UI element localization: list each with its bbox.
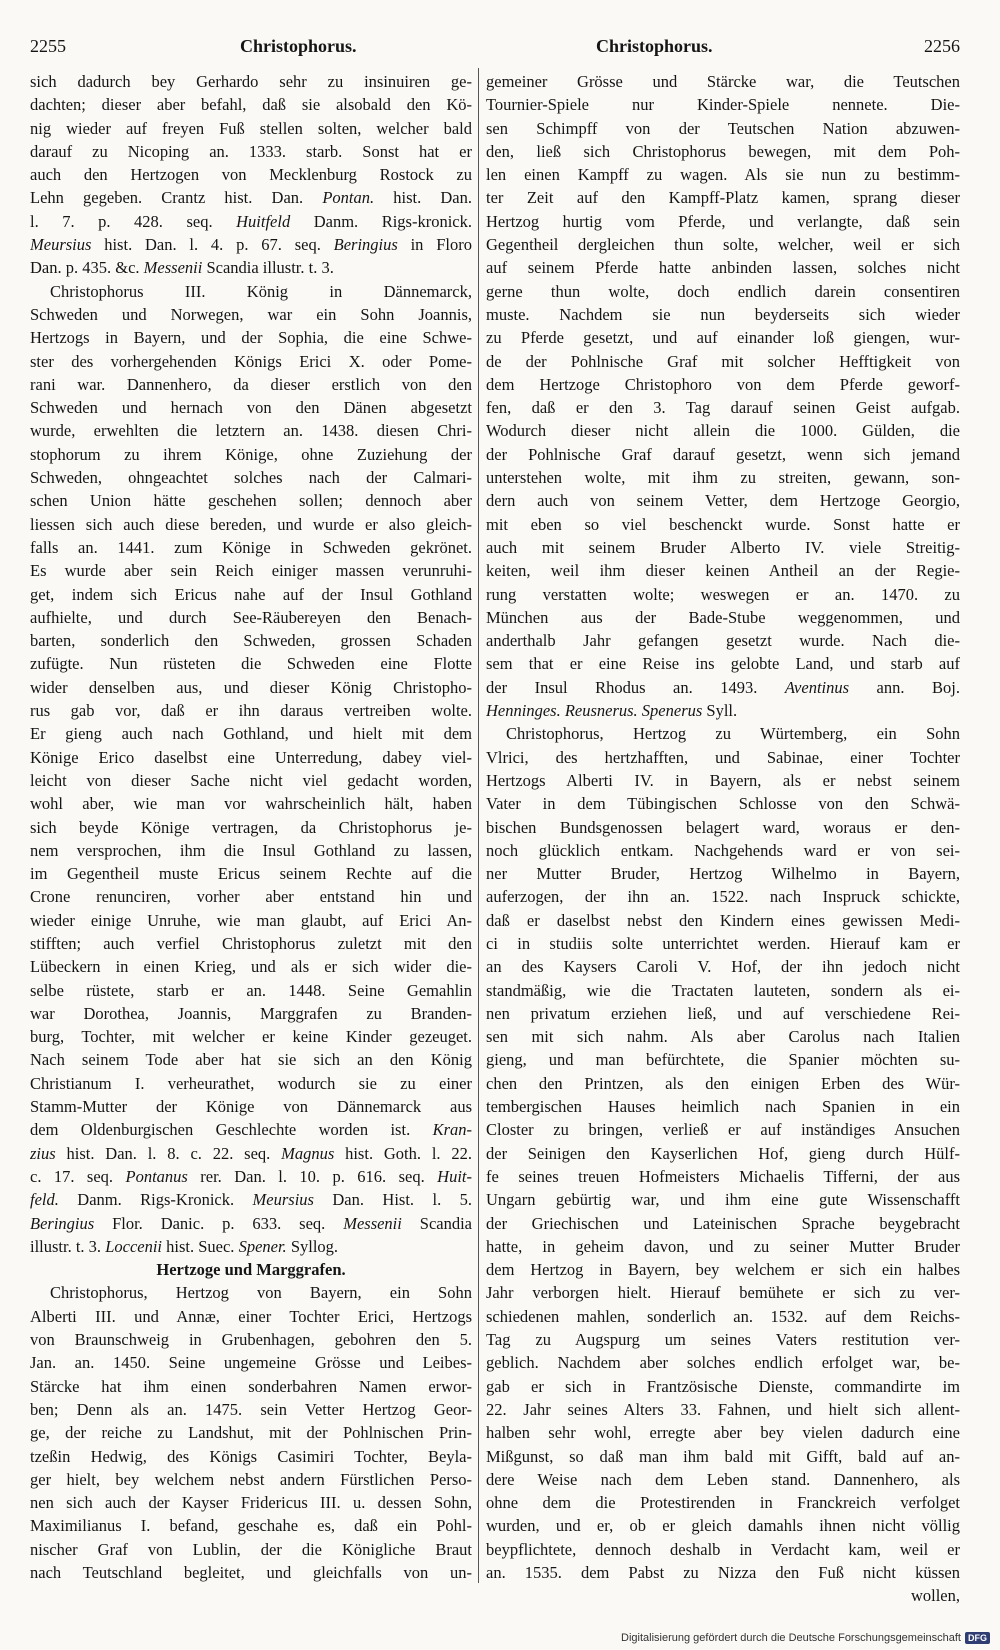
text-line: Schweden und Norwegen, war ein Sohn Joannis,	[30, 304, 472, 324]
text-line: Schweden und hernach von den Dänen abgesetzt	[30, 398, 472, 418]
text-line: Tournier-Spiele nur Kinder-Spiele nennete. Die-	[486, 95, 960, 115]
text-line: Schweden, ohngeachtet solches nach der Calmari-	[30, 468, 472, 488]
text-line: dern auch von seinem Vetter, dem Hertzoge Georgio,	[486, 491, 960, 511]
text-line	[30, 233, 472, 256]
text-line: an. 1535. dem Pabst zu Nizza den Fuß nicht küssen	[486, 1563, 960, 1582]
text-line: sich dadurch bey Gerhardo sehr zu insinuiren ge-	[30, 72, 472, 91]
text-line: Hertzogs in Bayern, und der Sophia, die eine Schwe-	[30, 328, 472, 348]
citation-author: feld.	[30, 1190, 59, 1210]
citation-author: Aventinus	[784, 677, 850, 697]
text-line: unterstehen wolte, mit ihm zu streiten, gewann, son-	[486, 468, 960, 488]
text-line: gieng, und man befürchtete, die Spanier möchten su-	[486, 1050, 960, 1070]
text-line	[30, 1142, 472, 1165]
text-line: Nach seinem Tode aber hat sie sich an den König	[30, 1050, 472, 1070]
text-line: Wodurch dieser nicht allein die 1000. Gülden, die	[486, 421, 960, 441]
text-line: leicht von dieser Sache nicht viel gedacht worden,	[30, 770, 472, 790]
text-segment: hist. Dan.	[374, 188, 472, 208]
text-segment: Scandia illustr. t. 3.	[202, 258, 334, 278]
text-line: den, ließ sich Christophorus bewegen, mit dem Poh-	[486, 141, 960, 161]
text-line: Er gieng auch nach Gothland, und hielt mit dem	[30, 724, 472, 744]
text-line: zu Pferde gesetzt, und auf einander loß giengen, wur-	[486, 328, 960, 348]
text-line: barten, sonderlich den Schweden, grossen Schaden	[30, 631, 472, 651]
text-line: gemeiner Grösse und Stärcke war, die Teutschen	[486, 72, 960, 91]
text-line	[486, 699, 960, 722]
text-line: Christophorus, Hertzog von Bayern, ein Sohn	[50, 1283, 472, 1303]
text-line: Vlrici, des hertzhafften, und Sabinae, einer Tochter	[486, 747, 960, 767]
text-segment: hist. Goth. l. 22.	[334, 1143, 472, 1163]
text-line: wieder einige Unruhe, wie man glaubt, auf Erici An-	[30, 910, 472, 930]
text-line: geblich. Nachdem aber solches endlich erfolget war, be-	[486, 1353, 960, 1373]
text-line: standmäßig, wie die Tractaten lauteten, sondern als ei-	[486, 980, 960, 1000]
text-line: rus gab vor, daß er ihn daraus vertreiben wolte.	[30, 701, 472, 721]
text-line: ohne dem die Protestirenden in Franckreich verfolget	[486, 1493, 960, 1513]
text-line: stifften; auch verfiel Christophorus zuletzt mit den	[30, 933, 472, 953]
citation-author: Henninges. Reusnerus. Spenerus	[486, 701, 703, 721]
text-line	[30, 1118, 472, 1141]
text-line: Könige Erico daselbst eine Unterredung, dabey viel-	[30, 747, 472, 767]
text-segment: rer. Dan. l. 10. p. 616. seq.	[187, 1166, 438, 1186]
text-line	[30, 186, 472, 209]
citation-author: Loccenii	[105, 1236, 163, 1256]
text-line: mit eben so viel beschenckt wurde. Sonst hatte er	[486, 514, 960, 534]
text-segment: Danm. Rigs-Kronick.	[58, 1190, 253, 1210]
text-line: Jan. an. 1450. Seine ungemeine Grösse und Leibes-	[30, 1353, 472, 1373]
text-line: der Griechischen und Lateinischen Sprache beygebracht	[486, 1213, 960, 1233]
text-line	[30, 256, 472, 279]
text-line: schen Union hätte geschehen sollen; dennoch aber	[30, 491, 472, 511]
text-line: ge, der reiche zu Landshut, mit der Pohlnischen Prin-	[30, 1423, 472, 1443]
text-line: dem Hertzog in Bayern, bey welchem er sich ein halbes	[486, 1260, 960, 1280]
text-line: im Gegentheil muste Ericus seinem Rechte auf die	[30, 864, 472, 884]
page-number-right: 2256	[924, 36, 960, 56]
text-line: auch mit seinem Bruder Alberto IV. viele Streitig-	[486, 537, 960, 557]
text-line: Christianum I. verheurathet, wodurch sie zu einer	[30, 1073, 472, 1093]
text-line: selbe rüstete, starb er an. 1448. Seine Gemahlin	[30, 980, 472, 1000]
text-line: wider denselben aus, und dieser König Christopho-	[30, 677, 472, 697]
text-line: muste. Nachdem sie nun beyderseits sich wieder	[486, 304, 960, 324]
text-line: hatte, in geheim davon, und zu seiner Mutter Bruder	[486, 1236, 960, 1256]
text-line: fen, daß er den 3. Tag darauf seinen Geist aufgab.	[486, 398, 960, 418]
text-segment: in Floro	[397, 235, 472, 255]
text-segment: c. 17. seq.	[30, 1166, 126, 1186]
text-line: Jahr verborgen hielt. Hierauf bemühete er sich zu ver-	[486, 1283, 960, 1303]
text-line: daß er daselbst nebst den Kindern eines gewissen Medi-	[486, 910, 960, 930]
text-line: Stärcke hat ihm einen sonderbahren Namen erwor-	[30, 1376, 472, 1396]
citation-author: Pontanus	[125, 1166, 188, 1186]
text-line: Es wurde aber sein Reich einiger massen verunruhi-	[30, 561, 472, 581]
text-line: München aus der Bade-Stube weggenommen, und	[486, 607, 960, 627]
citation-author: Beringius	[30, 1213, 95, 1233]
text-segment: hist. Dan. l. 4. p. 67. seq.	[91, 235, 334, 255]
text-line: wurde, erwehlten die letztern an. 1438. diesen Chri-	[30, 421, 472, 441]
text-line: ben; Denn als an. 1475. sein Vetter Hertzog Geor-	[30, 1399, 472, 1419]
text-line: fe seines treuen Hofmeisters Michaelis Tifferni, der aus	[486, 1166, 960, 1186]
text-segment: Dan. Hist. l. 5.	[313, 1190, 472, 1210]
text-segment: hist. Suec.	[162, 1236, 239, 1256]
text-line: tembergischen Hauses heimlich nach Spanien in ein	[486, 1097, 960, 1117]
text-line: gerne thun wolte, doch endlich darein consentiren	[486, 281, 960, 301]
text-line: liessen sich auch diese bereden, und wurde er also gleich-	[30, 514, 472, 534]
text-segment: Syll.	[702, 701, 738, 721]
text-line: auferzogen, der ihn an. 1522. nach Inspruck schickte,	[486, 887, 960, 907]
text-line: bischen Bundsgenossen belagert ward, woraus er den-	[486, 817, 960, 837]
credit-text: Digitalisierung gefördert durch die Deutsche Forschungsgemeinschaft	[621, 1632, 961, 1644]
text-line: gab er sich in Frantzösische Dienste, commandirte im	[486, 1376, 960, 1396]
text-line: beypflichtete, dennoch deshalb in Verdacht kam, weil er	[486, 1539, 960, 1559]
dfg-logo: DFG	[965, 1632, 990, 1644]
text-line: dere Weise nach dem Leben stand. Dannenhero, als	[486, 1469, 960, 1489]
text-line: Christophorus, Hertzog zu Würtemberg, ein Sohn	[506, 724, 960, 744]
text-line: halben sehr wohl, erregte aber bey vielen dadurch eine	[486, 1423, 960, 1443]
text-line: von Braunschweig in Grubenhagen, gebohren den 5.	[30, 1330, 472, 1350]
text-line: an des Kaysers Caroli V. Hof, der ihn jedoch nicht	[486, 957, 960, 977]
text-line: chen den Printzen, als den einigen Erben des Wür-	[486, 1073, 960, 1093]
text-line: auf seinem Pferde hatte anbinden lassen, solches nicht	[486, 258, 960, 278]
text-line: burg, Tochter, mit welcher er keine Kinder gezeuget.	[30, 1027, 472, 1047]
text-segment: dem Oldenburgischen Geschlechte worden ist.	[30, 1120, 433, 1140]
text-line: aufhielte, und durch See-Räubereyen den Benach-	[30, 607, 472, 627]
text-segment: ann. Boj.	[849, 677, 960, 697]
text-line: schiedenen mahlen, sonderlich an. 1532. auf dem Reichs-	[486, 1306, 960, 1326]
citation-author: Magnus	[281, 1143, 335, 1163]
text-segment: Dan. p. 435. &c.	[30, 258, 144, 278]
text-line: ster des vorhergehenden Königs Erici X. oder Pome-	[30, 351, 472, 371]
citation-author: Messenii	[343, 1213, 402, 1233]
text-line: nem versprochen, ihm die Insul Gothland zu lassen,	[30, 840, 472, 860]
citation-author: zius	[30, 1143, 56, 1163]
text-line: Stamm-Mutter der Könige von Dännemarck aus	[30, 1097, 472, 1117]
page-number-left: 2255	[30, 36, 66, 56]
left-column	[30, 70, 472, 1584]
text-segment: Syllog.	[286, 1236, 339, 1256]
text-line: Christophorus III. König in Dännemarck,	[50, 281, 472, 301]
text-line: stophorum zu ihrem Könige, ohne Zuziehung der	[30, 444, 472, 464]
text-line: tzeßin Hedwig, des Königs Casimiri Tochter, Beyla-	[30, 1446, 472, 1466]
text-line: dem Hertzoge Christophoro von dem Pferde geworf-	[486, 374, 960, 394]
text-line: keiten, weil ihm dieser keinen Antheil an der Regie-	[486, 561, 960, 581]
text-line: Gegentheil dergleichen thun solte, welcher, weil er sich	[486, 235, 960, 255]
text-line: Maximilianus I. befand, geschahe es, daß ein Pohl-	[30, 1516, 472, 1536]
text-segment: der Insul Rhodus an. 1493.	[486, 677, 785, 697]
text-line: sen Schimpff von der Teutschen Nation abzuwen-	[486, 118, 960, 138]
citation-author: Huitfeld	[236, 211, 291, 231]
text-line: Alberti III. und Annæ, einer Tochter Erici, Hertzogs	[30, 1306, 472, 1326]
text-line: der Seinigen den Kayserlichen Hof, gieng durch Hülf-	[486, 1143, 960, 1163]
catchword: wollen,	[910, 1586, 960, 1606]
text-segment: Lehn gegeben. Crantz hist. Dan.	[30, 188, 323, 208]
text-line: war Dorothea, Joannis, Marggrafen zu Branden-	[30, 1003, 472, 1023]
text-line: noch glücklich entkam. Nachgehends ward er von sei-	[486, 840, 960, 860]
text-segment: hist. Dan. l. 8. c. 22. seq.	[55, 1143, 282, 1163]
text-line	[30, 210, 472, 233]
text-line: Ungarn gebürtig war, und ihm eine gute Wissenschafft	[486, 1190, 960, 1210]
right-column	[486, 70, 960, 1608]
citation-author: Huit-	[437, 1166, 472, 1186]
text-segment: Scandia	[401, 1213, 472, 1233]
text-line	[30, 1235, 472, 1258]
text-line: ter Zeit auf den Kampff-Platz kamen, sprang dieser	[486, 188, 960, 208]
text-line: wurden, und er, ob er gleich damahls ihnen nicht völlig	[486, 1516, 960, 1536]
text-line	[486, 676, 960, 699]
text-line: zufügte. Nun rüsteten die Schweden eine Flotte	[30, 654, 472, 674]
text-line: der Pohlnische Graf darauf gesetzt, wenn sich jemand	[486, 444, 960, 464]
text-segment: Danm. Rigs-kronick.	[290, 211, 472, 231]
text-line: nen sich auch der Kayser Fridericus III. u. dessen Sohn,	[30, 1493, 472, 1513]
text-line: sich beyde Könige vertragen, da Christophorus je-	[30, 817, 472, 837]
citation-author: Meursius	[30, 235, 92, 255]
text-line	[30, 1188, 472, 1211]
citation-author: Meursius	[252, 1190, 314, 1210]
text-line: Hertzogs Alberti IV. in Bayern, als er nebst seinem	[486, 770, 960, 790]
text-line: Lübeckern in einen Krieg, und als er sich wider die-	[30, 957, 472, 977]
running-title-right: Christophorus.	[596, 36, 713, 56]
text-line: ger hielt, bey welchem nebst andern Fürstlichen Perso-	[30, 1469, 472, 1489]
text-line	[30, 1212, 472, 1235]
text-line: Hertzog hurtig vom Pferde, und verlangte, daß sein	[486, 211, 960, 231]
text-line	[30, 1165, 472, 1188]
text-line: nischer Graf von Lublin, der die Königliche Braut	[30, 1539, 472, 1559]
text-line: ci in studiis solte unterrichtet werden. Hierauf kam er	[486, 933, 960, 953]
citation-author: Spener.	[238, 1236, 287, 1256]
text-line: Closter zu bringen, verließ er auf inständiges Ansuchen	[486, 1120, 960, 1140]
text-segment: l. 7. p. 428. seq.	[30, 211, 237, 231]
text-line: rung verstatten wolte; weswegen er an. 1470. zu	[486, 584, 960, 604]
text-line: falls an. 1441. zum Könige in Schweden gekrönet.	[30, 537, 472, 557]
text-line: de der Pohlnische Graf mit solcher Hefftigkeit von	[486, 351, 960, 371]
text-line: nen privatum erziehen ließ, und auf verschiedene Rei-	[486, 1003, 960, 1023]
running-title-left: Christophorus.	[240, 36, 357, 56]
text-line: sem that er eine Reise ins gelobte Land, und starb auf	[486, 654, 960, 674]
text-line: Mißgunst, so daß man ihm bald mit Gifft, bald auf an-	[486, 1446, 960, 1466]
text-segment: illustr. t. 3.	[30, 1236, 106, 1256]
text-segment: Flor. Danic. p. 633. seq.	[94, 1213, 344, 1233]
citation-author: Beringius	[333, 235, 398, 255]
text-line: nig wieder auf freyen Fuß stellen solten, welcher bald	[30, 118, 472, 138]
text-line: darauf zu Nicoping an. 1333. starb. Sonst hat er	[30, 141, 472, 161]
text-line: 22. Jahr seines Alters 33. Fahnen, und hielt sich allent-	[486, 1399, 960, 1419]
column-divider	[478, 68, 479, 1583]
text-line: get, indem sich Ericus nahe auf der Insul Gothland	[30, 584, 472, 604]
text-line: anderthalb Jahr gefangen gesetzt wurde. Nach die-	[486, 631, 960, 651]
text-line: Tag zu Augspurg um seines Vaters restitution ver-	[486, 1330, 960, 1350]
text-line: Vater in dem Tübingischen Schlosse von den Schwä-	[486, 794, 960, 814]
text-line: nach Teutschland begleitet, und gleichfalls von un-	[30, 1563, 472, 1582]
text-line: ner Mutter Bruder, Hertzog Wilhelmo in Bayern,	[486, 864, 960, 884]
text-line: Crone renunciren, vorher aber entstand hin und	[30, 887, 472, 907]
text-line: wohl aber, wie man vor wahrscheinlich hält, haben	[30, 794, 472, 814]
citation-author: Pontan.	[322, 188, 375, 208]
digitization-credit	[621, 1630, 990, 1646]
section-heading: Hertzoge und Marggrafen.	[156, 1260, 346, 1280]
text-line: auch den Hertzogen von Mecklenburg Rostock zu	[30, 165, 472, 185]
citation-author: Messenii	[143, 258, 203, 278]
citation-author: Kran-	[432, 1120, 472, 1140]
text-line: len einen Kampff zu wagen. Als sie nun zu bestimm-	[486, 165, 960, 185]
text-line: dachten; dieser aber befahl, daß sie alsobald den Kö-	[30, 95, 472, 115]
text-line: sen mit sich nahm. Als aber Carolus nach Italien	[486, 1027, 960, 1047]
text-line: rani war. Dannenhero, da dieser erstlich von den	[30, 374, 472, 394]
